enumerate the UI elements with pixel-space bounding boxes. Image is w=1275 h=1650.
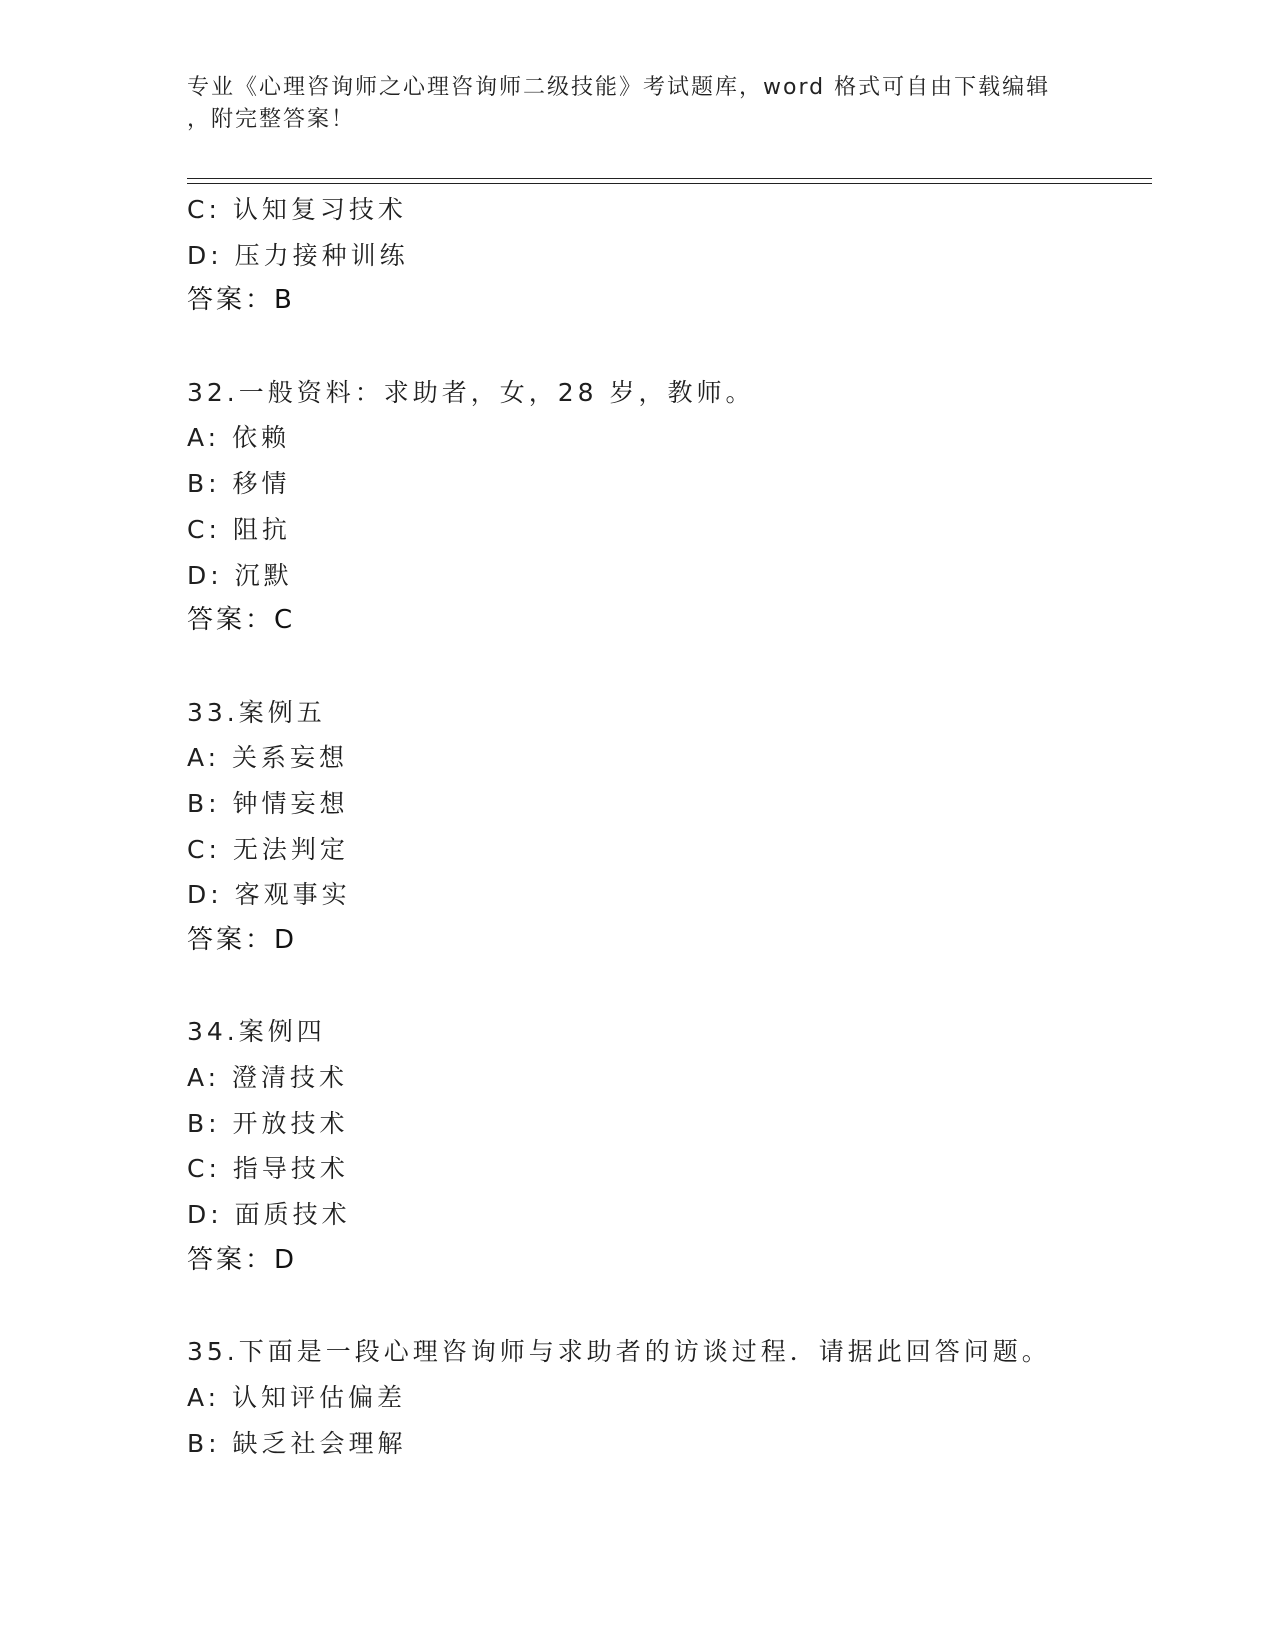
answer-line: 答案：C [187, 605, 296, 636]
question-stem: 35.下面是一段心理咨询师与求助者的访谈过程．请据此回答问题。 [187, 1337, 1051, 1367]
option-line: A: 依赖 [187, 423, 291, 453]
header-line-2: ，附完整答案！ [187, 107, 356, 132]
question-spacer [187, 1284, 1147, 1330]
header-divider-top [187, 178, 1152, 179]
question-spacer [187, 644, 1147, 690]
question-stem: 34.案例四 [187, 1017, 326, 1047]
option-line: C: 阻抗 [187, 514, 291, 544]
answer-line: 答案：D [187, 1244, 298, 1275]
answer-line: 答案：B [187, 285, 295, 316]
question-spacer [187, 964, 1147, 1010]
option-line: C: 指导技术 [187, 1154, 349, 1184]
question-stem: 32.一般资料：求助者，女，28 岁，教师。 [187, 377, 755, 407]
option-line: D: 面质技术 [187, 1200, 351, 1230]
option-line: A: 澄清技术 [187, 1063, 349, 1093]
question-spacer [187, 324, 1147, 370]
header-line-1: 专业《心理咨询师之心理咨询师二级技能》考试题库，word 格式可自由下载编辑 [187, 75, 1051, 100]
option-line: B: 缺乏社会理解 [187, 1428, 407, 1458]
option-line: C: 认知复习技术 [187, 195, 407, 224]
option-line: A: 关系妄想 [187, 743, 349, 773]
option-line: D: 客观事实 [187, 880, 351, 910]
document-header [187, 72, 1067, 136]
option-line: B: 开放技术 [187, 1108, 349, 1138]
answer-line: 答案：D [187, 925, 298, 955]
option-line: A: 认知评估偏差 [187, 1382, 407, 1412]
option-line: B: 移情 [187, 469, 291, 499]
question-stem: 33.案例五 [187, 697, 326, 727]
question-list [187, 187, 1147, 1466]
option-line: D: 压力接种训练 [187, 240, 409, 270]
option-line: C: 无法判定 [187, 834, 349, 864]
option-line: B: 钟情妄想 [187, 788, 349, 818]
option-line: D: 沉默 [187, 560, 293, 590]
header-divider-bottom [187, 183, 1152, 184]
